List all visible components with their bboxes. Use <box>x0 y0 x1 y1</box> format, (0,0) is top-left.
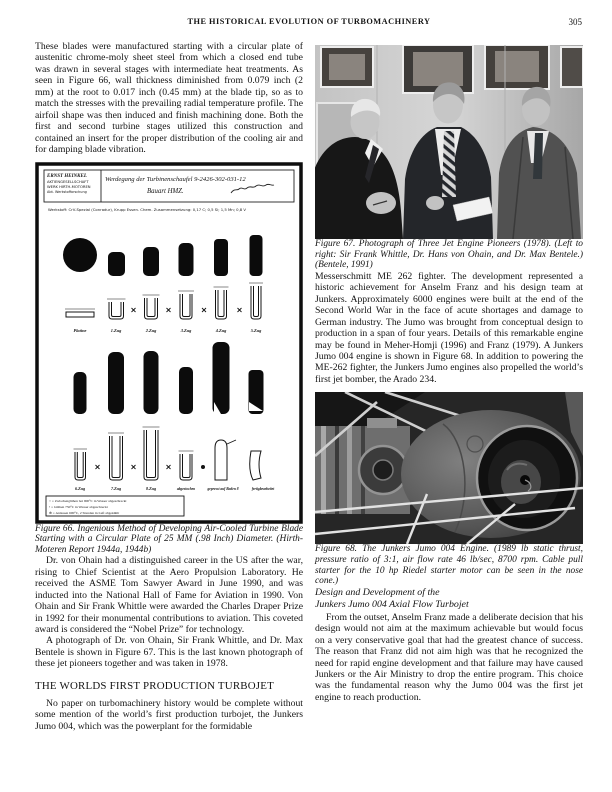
fig66-label-platine: Platine <box>73 327 87 333</box>
paragraph-me262: Messerschmitt ME 262 fighter. The development represented a historic achievement for Anselm Franz and his design team at Junkers. Approximately 6000 engines were built at the end of the Second World War in the face of acute shortages and damage to German industry. The Jumo was brought from conceptual design to production in a span of four years. Details of this remarkable engine may be found in Meher-Homji (1996) and Franz (1979). A Junkers Jumo 004 engine is shown in Figure 68. In addition to powering the ME-262 fighter, the Junkers Jumo engines also propelled the world’s first jet bomber, the Arado 234. <box>315 270 583 385</box>
fig66-legend-line2: • = Glühen 750°C in Wasser abgeschreckt <box>49 504 108 509</box>
fig66-company-line2: AKTIENGESELLSCHAFT <box>47 179 89 184</box>
section-heading-first-production-turbojet: THE WORLDS FIRST PRODUCTION TURBOJET <box>35 679 274 692</box>
right-column <box>315 45 583 703</box>
figure-66-drawing <box>35 162 303 524</box>
engine-compressor-section <box>315 418 410 514</box>
fig66-label-zug8: 8.Zug <box>145 485 157 491</box>
fig66-label-zug5: 5.Zug <box>250 327 262 333</box>
fig66-label-zug6: 6.Zug <box>74 485 86 491</box>
figure-67-caption: Figure 67. Photograph of Three Jet Engine Pioneers (1978). (Left to right: Sir Frank Whittle, Dr. Hans von Ohain, and Dr. Max Bentele.) (Bentele, 1991) <box>315 239 583 271</box>
fig66-label-zug2: 2.Zug <box>145 327 157 333</box>
running-head <box>36 17 582 31</box>
figure-66-caption: Figure 66. Ingenious Method of Developing Air-Cooled Turbine Blade Starting with a Circular Plate of 25 MM (.98 Inch) Diameter. (Hirth-Moteren Report 1944a, 1944b) <box>35 523 303 555</box>
paragraph-blade-manufacture: These blades were manufactured starting with a circular plate of austenitic chrome-moly sheet steel from which a closed end tube was drawn in several stages with intermediate heat treatments. As seen in Figure 66, wall thickness diminished from 0.079 inch (2 mm) at the root to 0.017 inch (0.45 mm) at the blade tip, so as to match the stresses with the prevailing radial temperature profile. The airfoil shape was then induced and finish machining done. Both the first and second turbine stages utilized this construction and contained an insert for the proper distribution of the cooling air and for damping blade vibration. <box>35 41 303 156</box>
figure-66-svg <box>35 162 303 524</box>
fig66-label-zug4: 4.Zug <box>215 327 227 333</box>
figure-68-photo <box>315 392 583 544</box>
fig66-label-zug7: 7.Zug <box>110 485 122 491</box>
figure-67-photo <box>315 45 583 239</box>
fig66-company-name: ERNST HEINKEL <box>47 173 87 179</box>
fig66-label-zug3: 3.Zug <box>180 327 192 333</box>
subheading-design-development-line2: Junkers Jumo 004 Axial Flow Turbojet <box>315 599 469 611</box>
left-column <box>35 41 303 732</box>
fig66-drawing-title: Werdegang der Turbinenschaufel 9-2426-302-031-12 <box>105 175 246 183</box>
fig66-dot-mark <box>201 465 205 469</box>
paragraph-von-ohain-career: Dr. von Ohain had a distinguished career in the US after the war, rising to Chief Scientist at the Aero Propulsion Laboratory. He received the ASME Tom Sawyer Award in June 1990, and was inducted into the National Hall of Fame for Aviation in 1990. Von Ohain and Sir Frank Whittle were awarded the Charles Draper Prize in 1992 for their monumental contributions to aviation. This coveted award is considered the “Nobel Prize” for technology. <box>35 555 303 636</box>
page-number: 305 <box>568 17 582 27</box>
hand-middle <box>426 196 444 210</box>
figure-68-svg <box>315 392 583 544</box>
fig66-label-abgestochen: abgestochen <box>176 486 196 491</box>
fig66-legend-line3: ⊕ = Anlassen 600°C, 2 Stunden in Luft abgekühlt <box>49 510 120 515</box>
page-title: THE HISTORICAL EVOLUTION OF TURBOMACHINERY <box>187 17 431 26</box>
fig66-label-fertig: fertigbearbeitet <box>251 486 275 491</box>
paragraph-no-paper: No paper on turbomachinery history would be complete without some mention of the world’s first production turbojet, the Junkers Jumo 004, which was the powerplant for the formidable <box>35 697 303 732</box>
fig66-bauart-label: Bauart HMZ. <box>147 187 184 195</box>
paragraph-photograph-pioneers: A photograph of Dr. von Ohain, Sir Frank Whittle, and Dr. Max Bentele is shown in Figure 67. This is the last known photograph of these jet pioneers together and was taken in 1978. <box>35 635 303 670</box>
fig66-company-line3: WERK HIRTH-MOTOREN <box>47 184 91 189</box>
fig66-label-zug1: 1.Zug <box>110 327 122 333</box>
figure-68-caption: Figure 68. The Junkers Jumo 004 Engine. (1989 lb static thrust, pressure ratio of 3:1, air flow rate 46 lb/sec, 8700 rpm. Cable pull starter for the 10 hp Riedel starter motor can be seen in the nose cone.) <box>315 544 583 587</box>
striped-tie-middle <box>442 131 456 197</box>
engine-intake <box>477 426 577 530</box>
subheading-design-development-line1: Design and Development of the <box>315 586 440 598</box>
fig66-material-line: Werkstoff: CrV-Spezial (Conradur), Krupp Essen. Chem. Zusammensetzung: 0,17 C; 0,5 Si; 1,5 Mn; 0,8 V <box>48 206 247 212</box>
figure-67-svg <box>315 45 583 239</box>
fig66-company-line4: Abt. Werkstofforschung <box>47 189 87 194</box>
fig66-legend-line1: × = Zwischenglühen bei 900°C in Wasser abgeschreckt <box>49 498 127 503</box>
fig66-label-gepresst: gepresst auf Boden 8 <box>207 486 239 491</box>
paragraph-anselm-franz: From the outset, Anselm Franz made a deliberate decision that his design would not aim at the maximum achievable but would focus on a very conservative goal that had the greatest chance of success. The reason that Franz did not aim high was that he recognized the need for rapid engine development and that failure may have caused Junkers or the Air Ministry to drop the entire program. This choice was the fundamental reason why the Jumo 004 was the first jet engine to reach production. <box>315 611 583 703</box>
